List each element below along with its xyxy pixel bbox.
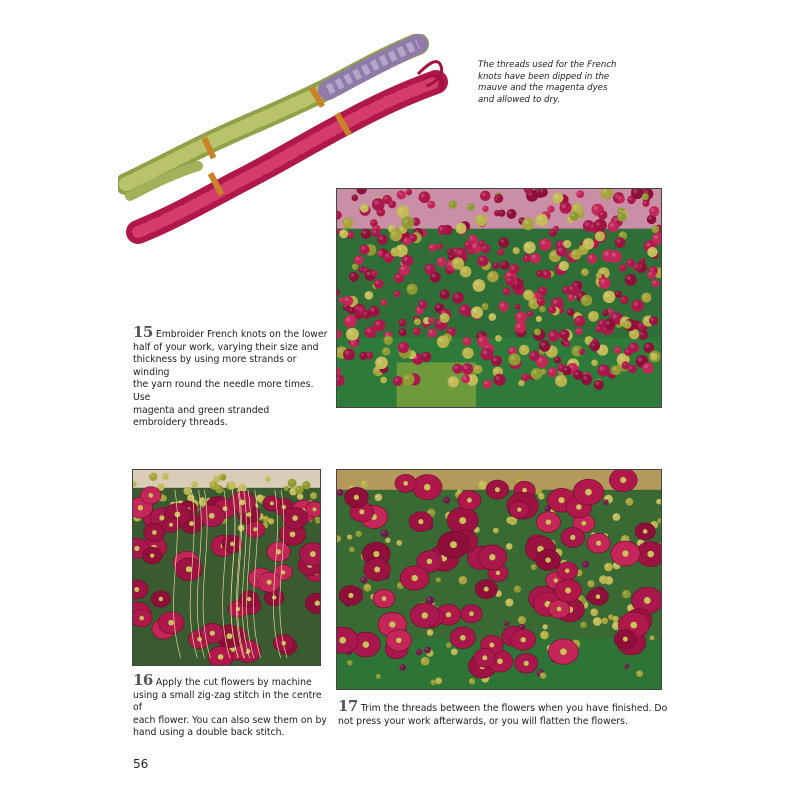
cut-flowers-photo xyxy=(132,469,321,666)
finished-flowers-photo xyxy=(336,469,662,690)
step-text-line: half of your work, varying their size and xyxy=(133,341,319,353)
step-text-line: the yarn round the needle more times. Use xyxy=(133,379,314,403)
step-text-line: thickness by using more strands or winding xyxy=(133,354,297,378)
step-number: 16 xyxy=(133,671,153,689)
step-text-line: magenta and green stranded xyxy=(133,404,270,416)
step-text-line: using a small zig-zag stitch in the centre of xyxy=(133,689,322,714)
french-knots-photo xyxy=(336,188,662,408)
step-text-line: Apply the cut flowers by machine xyxy=(155,677,312,688)
step-text-line: not press your work afterwards, or you will flatten the flowers. xyxy=(338,715,628,727)
step-text-line: embroidery threads. xyxy=(133,417,228,429)
page-number: 56 xyxy=(133,757,149,771)
step-17 xyxy=(338,697,668,728)
step-text-line: each flower. You can also sew them on by xyxy=(133,714,327,726)
step-15 xyxy=(133,323,333,430)
caption-line: The threads used for the French xyxy=(478,60,617,70)
step-text-line: Embroider French knots on the lower xyxy=(155,329,328,340)
step-text-line: Trim the threads between the flowers when you have finished. Do xyxy=(360,703,668,714)
step-number: 17 xyxy=(338,697,358,715)
thread-caption xyxy=(478,60,648,106)
caption-line: and allowed to dry. xyxy=(478,94,561,105)
step-text-line: hand using a double back stitch. xyxy=(133,727,285,739)
caption-line: knots have been dipped in the xyxy=(478,71,610,82)
step-16 xyxy=(133,671,328,740)
step-number: 15 xyxy=(133,323,153,341)
caption-line: mauve and the magenta dyes xyxy=(478,83,608,94)
